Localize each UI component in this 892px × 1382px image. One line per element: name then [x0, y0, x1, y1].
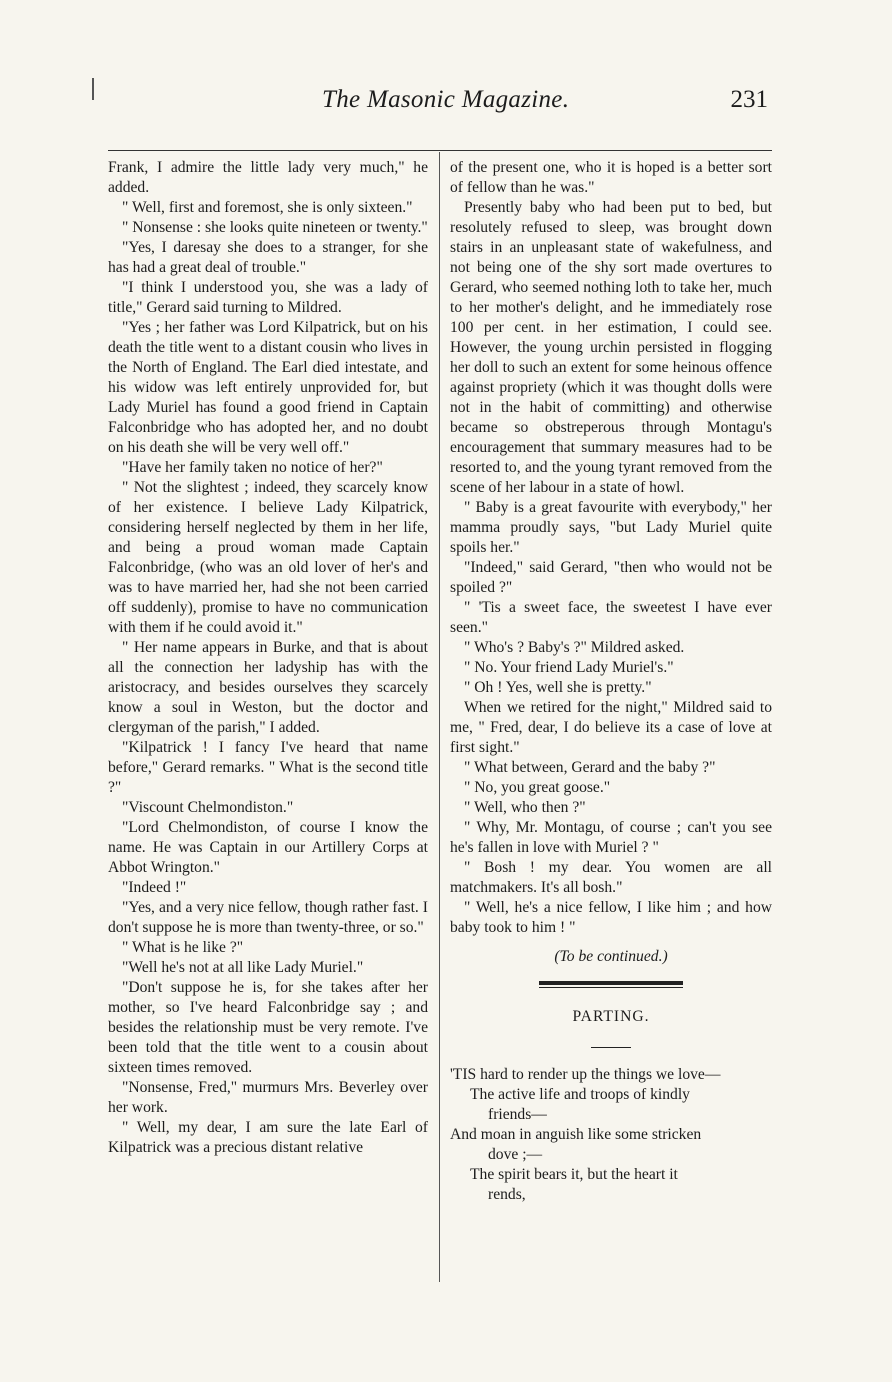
paragraph: " 'Tis a sweet face, the sweetest I have ever seen." [450, 599, 772, 636]
paragraph: " Not the slightest ; indeed, they scarcely know of her existence. I believe Lady Kilpatrick, considering herself neglected by them in her life, and being a proud woman made Captain Falconbridge, (who was an old lover of her's and was to have married her, had she not been carried off suddenly), promise to have no communication with them if he could avoid it." [108, 479, 428, 636]
to-be-continued: (To be continued.) [554, 948, 668, 965]
paragraph: Presently baby who had been put to bed, but resolutely refused to sleep, was brought down stairs in an unpleasant state of wakefulness, and not being one of the shy sort made overtures to Gerard, who seemed nothing loth to take her, much to her mother's delight, and he immediately rose 100 per cent. in her estimation, I could see. However, the young urchin persisted in flogging her doll to such an extent for some heinous offence against propriety (which it was thought dolls were not in the habit of committing) and otherwise became so obstreperous through Montagu's encouragement that summary measures had to be resorted to, and the young tyrant removed from the scene of her labour in a state of howl. [450, 199, 772, 496]
left-column [108, 158, 428, 1158]
paragraph: Frank, I admire the little lady very much," he added. [108, 159, 428, 196]
paragraph: " What between, Gerard and the baby ?" [464, 759, 716, 776]
paragraph: " What is he like ?" [122, 939, 244, 956]
poem-line: friends— [488, 1106, 547, 1123]
paragraph: "Yes, I daresay she does to a stranger, for she has had a great deal of trouble." [108, 239, 428, 276]
paragraph: "Don't suppose he is, for she takes after her mother, so I've heard Falconbridge say ; and besides the relationship must be very remote. I've been told that the title went to a cousin about sixteen times removed. [108, 979, 428, 1076]
page-number: 231 [730, 86, 768, 113]
paragraph: " Baby is a great favourite with everybody," her mamma proudly says, "but Lady Muriel quite spoils her." [450, 499, 772, 556]
paragraph: " Well, who then ?" [464, 799, 586, 816]
page-header [108, 86, 768, 122]
margin-mark [92, 78, 94, 100]
poem-line: And moan in anguish like some stricken [450, 1126, 702, 1143]
paragraph: "Yes, and a very nice fellow, though rather fast. I don't suppose he is more than twenty-three, or so." [108, 899, 428, 936]
paragraph: "Indeed !" [122, 879, 187, 896]
paragraph: " Oh ! Yes, well she is pretty." [464, 679, 652, 696]
header-rule [108, 150, 772, 151]
poem-line: rends, [488, 1186, 526, 1203]
paragraph: "I think I understood you, she was a lady of title," Gerard said turning to Mildred. [108, 279, 428, 316]
paragraph: "Kilpatrick ! I fancy I've heard that name before," Gerard remarks. " What is the second title ?" [108, 739, 428, 796]
paragraph: " Her name appears in Burke, and that is about all the connection her ladyship has with the aristocracy, and besides ourselves they scarcely know a soul in Weston, but the doctor and clergyman of the parish," I added. [108, 639, 428, 736]
poem-title: PARTING. [572, 1008, 650, 1025]
poem-body [450, 1065, 772, 1205]
paragraph: "Viscount Chelmondiston." [122, 799, 294, 816]
paragraph: " Bosh ! my dear. You women are all matchmakers. It's all bosh." [450, 859, 772, 896]
paragraph: "Have her family taken no notice of her?" [122, 459, 383, 476]
paragraph: "Nonsense, Fred," murmurs Mrs. Beverley over her work. [108, 1079, 428, 1116]
paragraph: " Who's ? Baby's ?" Mildred asked. [464, 639, 685, 656]
poem-line: The active life and troops of kindly [470, 1086, 690, 1103]
poem-title-rule [591, 1047, 631, 1048]
magazine-title: The Masonic Magazine. [322, 86, 570, 113]
paragraph: " Well, he's a nice fellow, I like him ; and how baby took to him ! " [450, 899, 772, 936]
column-divider [439, 152, 440, 1282]
paragraph: "Well he's not at all like Lady Muriel." [122, 959, 364, 976]
paragraph: " Well, my dear, I am sure the late Earl of Kilpatrick was a precious distant relative [108, 1119, 428, 1156]
paragraph: " Nonsense : she looks quite nineteen or twenty." [122, 219, 428, 236]
paragraph: " Well, first and foremost, she is only sixteen." [122, 199, 413, 216]
paragraph: When we retired for the night," Mildred said to me, " Fred, dear, I do believe its a case of love at first sight." [450, 699, 772, 756]
paragraph: " No. Your friend Lady Muriel's." [464, 659, 674, 676]
paragraph: "Lord Chelmondiston, of course I know the name. He was Captain in our Artillery Corps at Abbot Wrington." [108, 819, 428, 876]
paragraph: "Yes ; her father was Lord Kilpatrick, but on his death the title went to a distant cousin who lives in the North of England. The Earl died intestate, and his widow was left entirely unprovided for, but Lady Muriel has found a good friend in Captain Falconbridge who has adopted her, and no doubt on his death she will be very well off." [108, 319, 428, 456]
poem-line: The spirit bears it, but the heart it [470, 1166, 678, 1183]
right-column [450, 158, 772, 1205]
paragraph: " No, you great goose." [464, 779, 611, 796]
paragraph: "Indeed," said Gerard, "then who would not be spoiled ?" [450, 559, 772, 596]
right-column-text [450, 158, 772, 938]
poem-line: dove ;— [488, 1146, 543, 1163]
paragraph: " Why, Mr. Montagu, of course ; can't you see he's fallen in love with Muriel ? " [450, 819, 772, 856]
poem-line: 'TIS hard to render up the things we love— [450, 1066, 721, 1083]
paragraph: of the present one, who it is hoped is a better sort of fellow than he was." [450, 159, 772, 196]
section-divider [539, 981, 683, 988]
